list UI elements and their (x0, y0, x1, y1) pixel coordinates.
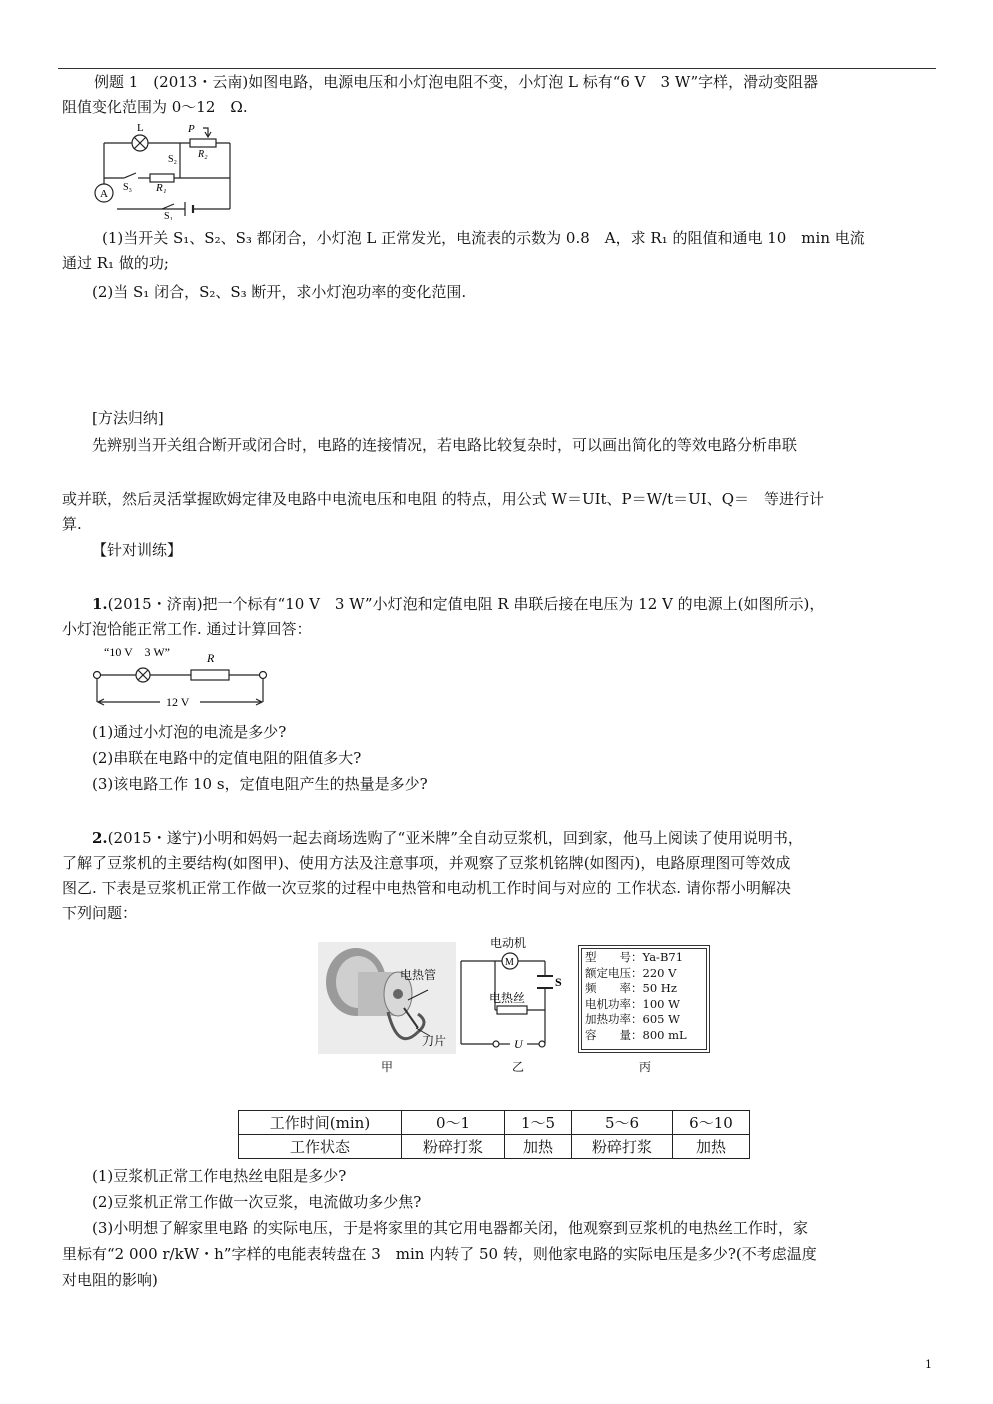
training-heading: 【针对训练】 (92, 541, 183, 559)
table-header-row (239, 1111, 750, 1135)
label-r2: R₂ (198, 149, 208, 160)
table-cell: 1～5 (505, 1111, 572, 1135)
figure-yi-circuit (455, 934, 575, 1054)
label-heating-tube: 电热管 (400, 968, 437, 982)
table-cell: 粉碎打浆 (572, 1135, 673, 1159)
label-heater: 电热丝 (489, 991, 526, 1005)
problem2-q3-line-1: (3)小明想了解家里电路 的实际电压，于是将家里的其它用电器都关闭，他观察到豆浆机的电热丝工作时，家 (92, 1219, 809, 1237)
label-s2: S₂ (168, 154, 178, 165)
label-voltage: 12 V (166, 695, 190, 709)
problem2-line-2: 了解了豆浆机的主要结构(如图甲)、使用方法及注意事项，并观察了豆浆机铭牌(如图丙)，电路原理图可等效成 (62, 854, 791, 872)
label-slider: P (188, 123, 195, 135)
label-r1: R₁ (156, 182, 167, 194)
page-number: 1 (925, 1358, 932, 1371)
table-row (239, 1135, 750, 1159)
table-cell: 工作状态 (239, 1135, 402, 1159)
label-source-u: U (514, 1037, 523, 1051)
problem1-number: 1. (92, 595, 108, 613)
nameplate-row: 容 量：800 mL (585, 1027, 687, 1042)
problem1-line-1-text: (2015・济南)把一个标有“10 V 3 W”小灯泡和定值电阻 R 串联后接在电压为 12 V 的电源上(如图所示)， (107, 595, 825, 613)
caption-bing: 丙 (639, 1060, 652, 1074)
table-cell: 5～6 (572, 1111, 673, 1135)
problem2-line-3: 图乙. 下表是豆浆机正常工作做一次豆浆的过程中电热管和电动机工作时间与对应的 工作状态. 请你帮小明解决 (62, 879, 791, 897)
nameplate-row: 额定电压：220 V (585, 965, 677, 980)
example-line-2: 阻值变化范围为 0～12 Ω. (62, 98, 248, 116)
problem1-q2: (2)串联在电路中的定值电阻的阻值多大? (92, 749, 362, 767)
problem2-q1: (1)豆浆机正常工作电热丝电阻是多少? (92, 1167, 347, 1185)
method-heading: [方法归纳] (92, 409, 164, 427)
circuit-diagram-2 (88, 642, 273, 712)
figure-jia-photo (318, 942, 456, 1054)
motor-symbol: M (505, 957, 514, 968)
nameplate-row: 加热功率：605 W (585, 1012, 680, 1026)
circuit-diagram-1 (90, 118, 240, 220)
method-line-1: 先辨别当开关组合断开或闭合时，电路的连接情况，若电路比较复杂时，可以画出简化的等效电路分析串联 (92, 436, 798, 454)
figure-bing-nameplate (578, 945, 710, 1053)
top-rule (58, 68, 936, 69)
table-cell: 6～10 (673, 1111, 750, 1135)
problem2-q2: (2)豆浆机正常工作做一次豆浆，电流做功多少焦? (92, 1193, 422, 1211)
table-cell: 工作时间(min) (239, 1111, 402, 1135)
problem2-line-1 (92, 826, 937, 850)
table-cell: 加热 (673, 1135, 750, 1159)
label-ammeter: A (100, 188, 108, 200)
label-blade: 刀片 (422, 1034, 447, 1048)
problem1-line-2: 小灯泡恰能正常工作. 通过计算回答： (62, 620, 312, 638)
caption-jia: 甲 (381, 1060, 394, 1074)
problem1-line-1 (92, 592, 937, 616)
nameplate-row: 型 号：Ya-B71 (585, 950, 684, 964)
label-lamp-rating: “10 V 3 W” (104, 645, 170, 659)
label-motor: 电动机 (490, 936, 527, 950)
method-line-3: 算. (62, 515, 82, 533)
example-q1-line-2: 通过 R₁ 做的功; (62, 254, 169, 272)
nameplate-row: 频 率：50 Hz (585, 981, 677, 995)
method-line-2: 或并联，然后灵活掌握欧姆定律及电路中电流电压和电阻 的特点，用公式 W＝UIt、P＝W/t＝UI、Q＝ 等进行计 (62, 490, 825, 508)
table-cell: 加热 (505, 1135, 572, 1159)
table-cell: 粉碎打浆 (402, 1135, 505, 1159)
problem2-line-1-text: (2015・遂宁)小明和妈妈一起去商场选购了“亚米牌”全自动豆浆机，回到家，他马上阅读了使用说明书， (107, 829, 803, 847)
problem1-q3: (3)该电路工作 10 s，定值电阻产生的热量是多少? (92, 775, 428, 793)
problem1-q1: (1)通过小灯泡的电流是多少? (92, 723, 287, 741)
problem2-q3-line-3: 对电阻的影响) (62, 1271, 158, 1289)
label-switch: S (555, 975, 562, 989)
caption-yi: 乙 (512, 1060, 525, 1074)
label-resistor-r: R (207, 651, 215, 665)
nameplate-row: 电机功率：100 W (585, 996, 680, 1011)
label-lamp: L (137, 122, 144, 134)
table-cell: 0～1 (402, 1111, 505, 1135)
example-q1-line-1: (1)当开关 S₁、S₂、S₃ 都闭合，小灯泡 L 正常发光，电流表的示数为 0.8 A，求 R₁ 的阻值和通电 10 min 电流 (102, 229, 865, 247)
problem2-line-4: 下列问题： (62, 904, 138, 922)
work-state-table (238, 1110, 750, 1159)
label-s3: S₃ (123, 182, 133, 193)
problem2-q3-line-2: 里标有“2 000 r/kW・h”字样的电能表转盘在 3 min 内转了 50 转，则他家电路的实际电压是多少?(不考虑温度 (62, 1245, 817, 1263)
problem2-number: 2. (92, 829, 108, 847)
label-s1: S₁ (164, 211, 174, 220)
example-line-1: 例题 1 (2013・云南)如图电路，电源电压和小灯泡电阻不变，小灯泡 L 标有“6 V 3 W”字样，滑动变阻器 (94, 73, 819, 91)
example-q2: (2)当 S₁ 闭合，S₂、S₃ 断开，求小灯泡功率的变化范围. (92, 283, 467, 301)
